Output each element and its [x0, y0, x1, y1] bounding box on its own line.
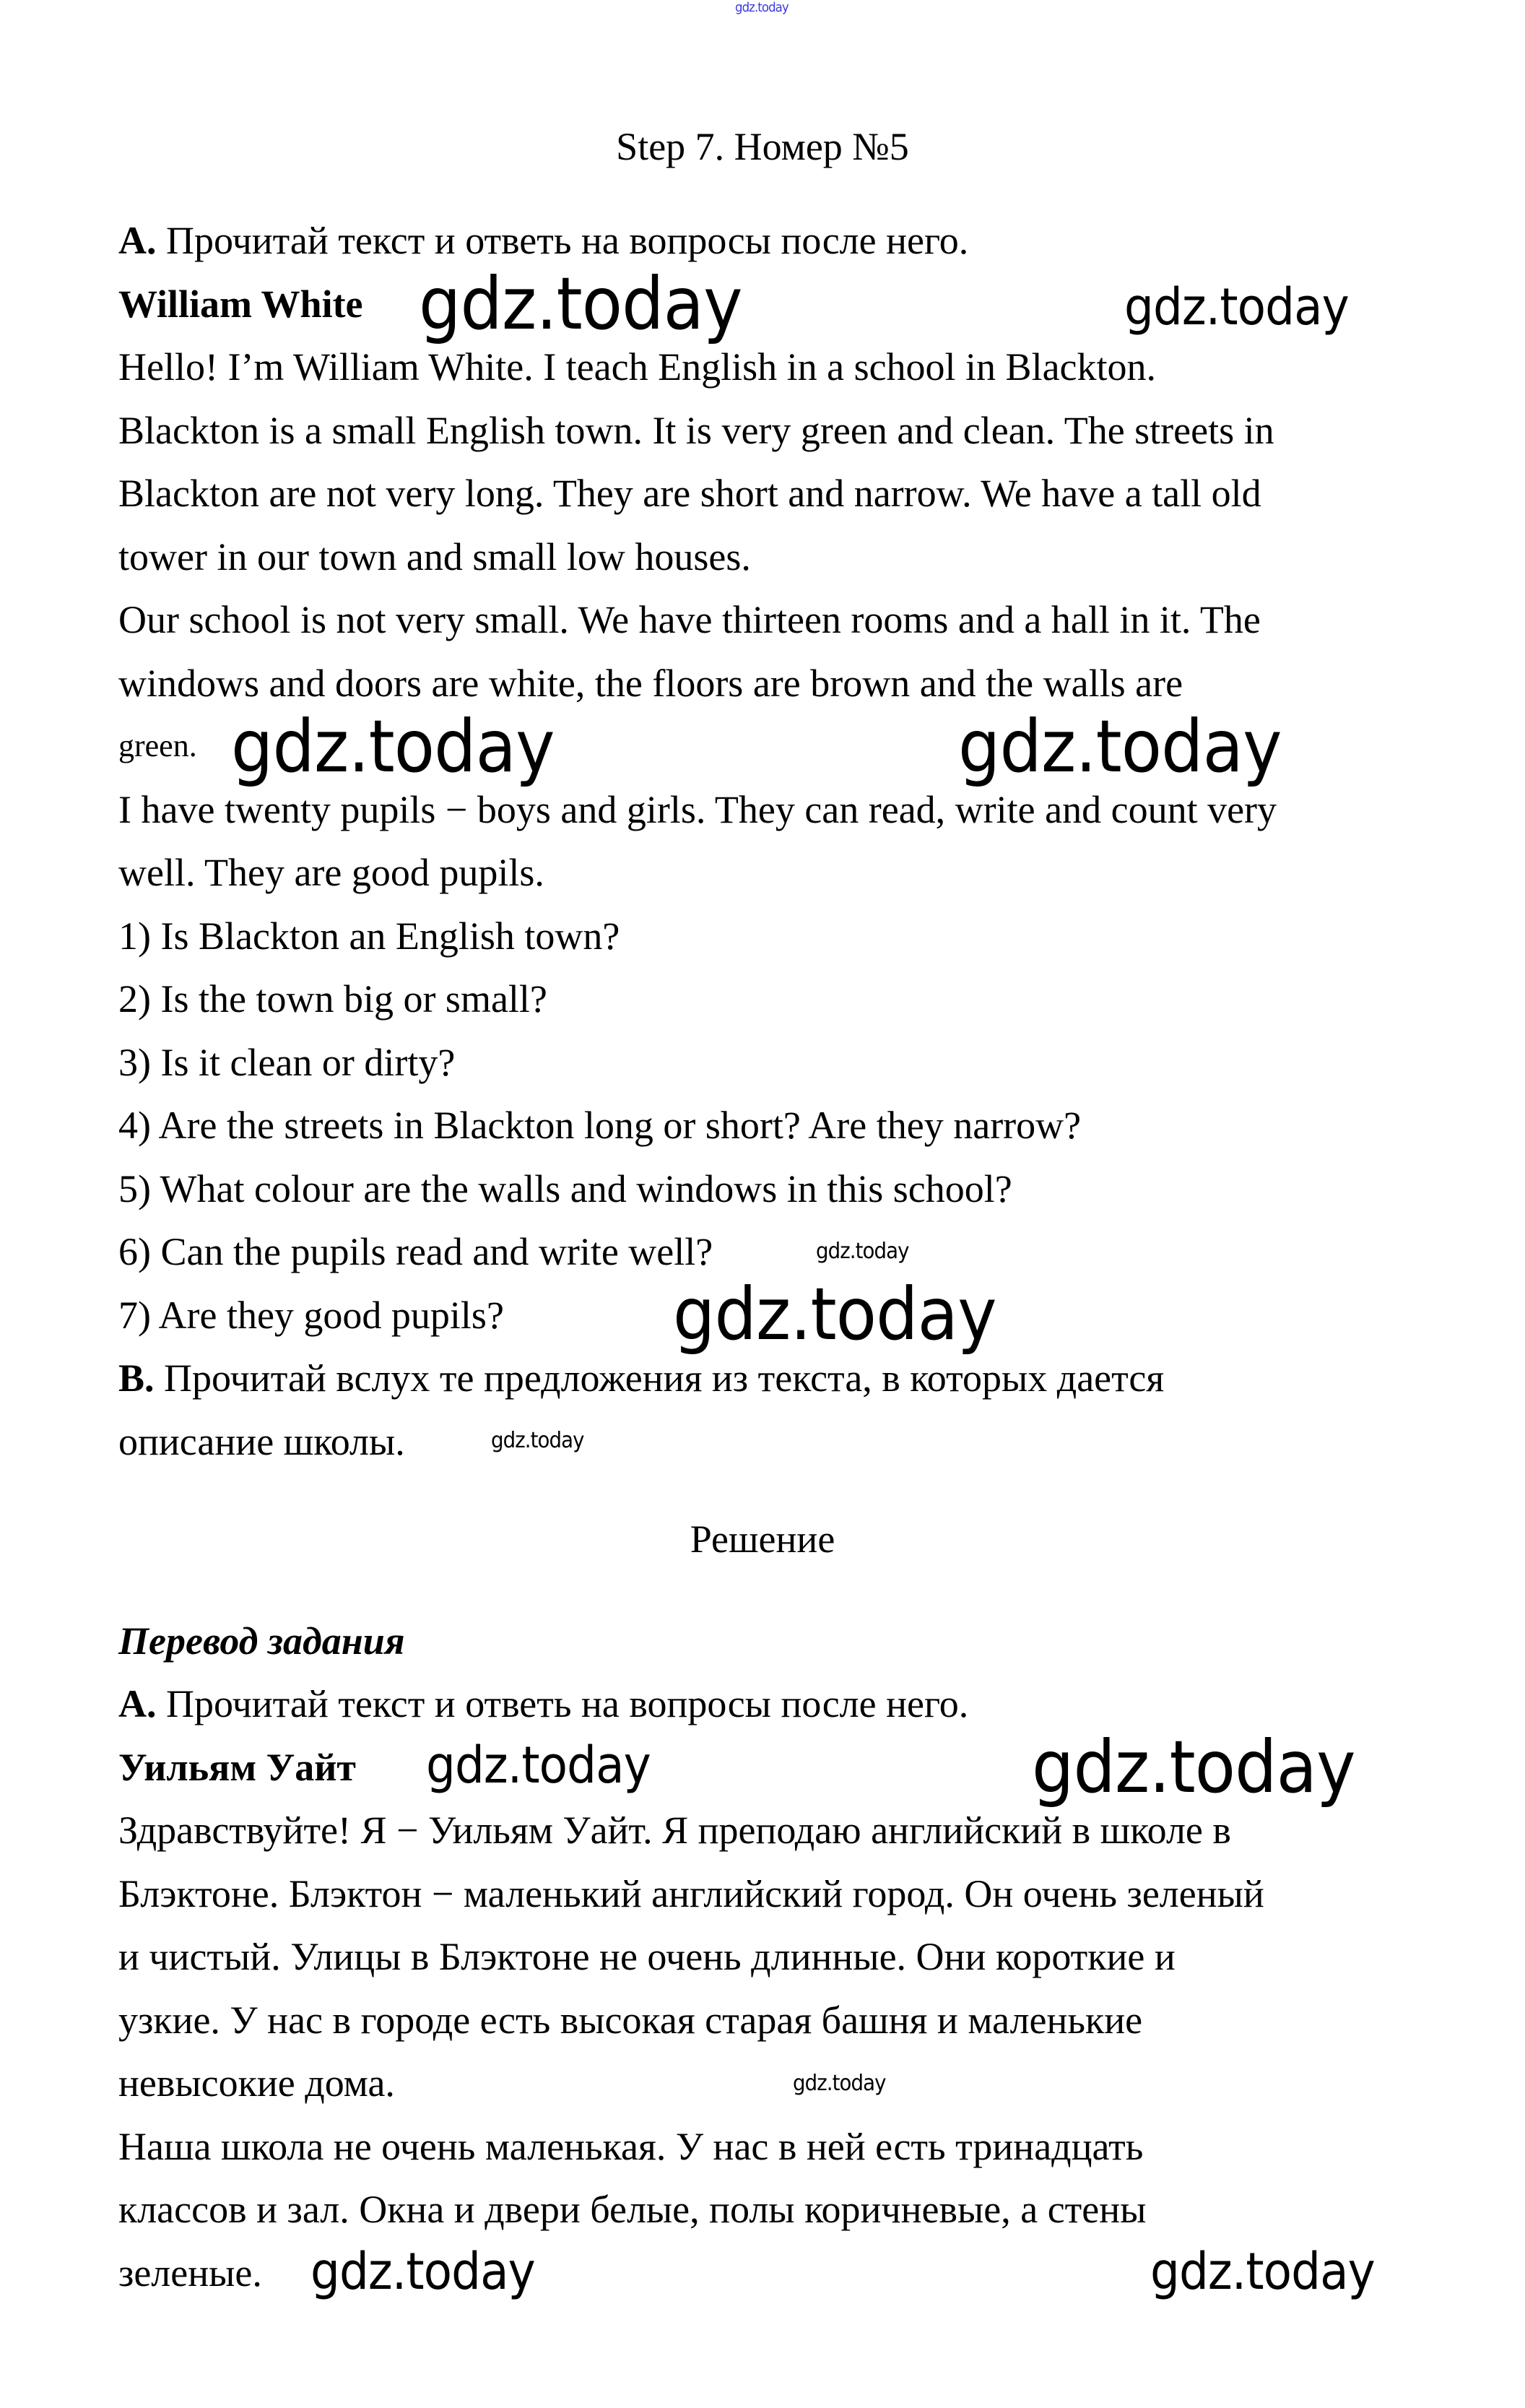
bold-label: Уильям Уайт [118, 1745, 356, 1789]
text-line [118, 468, 1261, 519]
text-line [118, 911, 620, 961]
text-line [118, 532, 751, 582]
text-line [118, 1100, 1081, 1151]
line-text: Блэктоне. Блэктон − маленький английский город. Он очень зеленый [118, 1871, 1264, 1915]
text-line [118, 1164, 1012, 1214]
line-text: windows and doors are white, the floors are brown and the walls are [118, 661, 1183, 705]
text-line [118, 1290, 504, 1341]
line-text: 4) Are the streets in Blackton long or short? Are they narrow? [118, 1104, 1082, 1147]
watermark: gdz.today [1032, 1725, 1355, 1809]
line-text: 5) What colour are the walls and windows in this school? [118, 1166, 1012, 1211]
text-line [118, 1931, 1176, 1982]
solution-heading: Решение [690, 1517, 835, 1561]
watermark: gdz.today [958, 704, 1282, 789]
text-line [118, 1416, 405, 1467]
watermark: gdz.today [673, 1272, 996, 1356]
text-line [118, 2121, 1143, 2172]
text-line [118, 2248, 262, 2298]
watermark: gdz.today [793, 2071, 886, 2096]
line-text: Прочитай текст и ответь на вопросы после него. [156, 219, 969, 262]
text-line [118, 847, 544, 898]
line-text: 1) Is Blackton an English town? [118, 914, 620, 958]
text-line [118, 2058, 395, 2108]
text-line [118, 1995, 1142, 2045]
line-text: зеленые. [118, 2251, 262, 2295]
line-text: Hello! I’m William White. I teach English in a school in Blackton. [118, 345, 1157, 389]
line-text: классов и зал. Окна и двери белые, полы коричневые, а стены [118, 2188, 1147, 2231]
line-text: невысокие дома. [118, 2061, 395, 2105]
text-line [118, 974, 547, 1024]
line-text: Прочитай текст и ответь на вопросы после него. [156, 1682, 969, 1725]
bold-label: A. [118, 1682, 157, 1725]
text-line [118, 721, 197, 771]
text-line [118, 1037, 455, 1088]
text-line [118, 658, 1183, 709]
watermark: gdz.today [816, 1239, 909, 1264]
line-text: tower in our town and small low houses. [118, 534, 751, 579]
line-text: well. They are good pupils. [118, 851, 544, 894]
line-text: 3) Is it clean or dirty? [118, 1040, 456, 1084]
line-text: I have twenty pupils − boys and girls. They can read, write and count very [118, 787, 1277, 831]
text-line [118, 1679, 968, 1729]
line-text: 2) Is the town big or small? [118, 977, 547, 1021]
watermark: gdz.today [231, 704, 555, 789]
line-text: описание школы. [118, 1419, 405, 1463]
watermark: gdz.today [426, 1736, 651, 1795]
text-line [118, 1805, 1231, 1855]
bold-label: William White [118, 282, 363, 326]
line-text: green. [118, 728, 197, 763]
watermark: gdz.today [419, 261, 742, 346]
text-line [118, 405, 1274, 456]
watermark: gdz.today [1150, 2242, 1375, 2301]
text-line [118, 1226, 713, 1277]
text-line [118, 1868, 1264, 1919]
bold-label: A. [118, 219, 157, 262]
watermark: gdz.today [491, 1428, 584, 1453]
line-text: Здравствуйте! Я − Уильям Уайт. Я преподаю английский в школе в [118, 1809, 1231, 1852]
text-line [118, 215, 968, 266]
line-text: узкие. У нас в городе есть высокая старая башня и маленькие [118, 1998, 1143, 2042]
text-line [118, 1353, 1164, 1403]
text-line [118, 784, 1277, 835]
text-line [118, 1742, 356, 1793]
text-line [118, 342, 1156, 392]
page-title: Step 7. Номер №5 [616, 125, 909, 168]
line-text: Прочитай вслух те предложения из текста, в которых дается [154, 1356, 1165, 1400]
watermark: gdz.today [1124, 277, 1349, 337]
line-text: Наша школа не очень маленькая. У нас в ней есть тринадцать [118, 2124, 1144, 2168]
translation-heading: Перевод задания [118, 1619, 405, 1663]
text-line [118, 594, 1261, 645]
top-watermark: gdz.today [735, 0, 788, 15]
line-text: Blackton are not very long. They are short and narrow. We have a tall old [118, 472, 1261, 515]
line-text: 7) Are they good pupils? [118, 1293, 504, 1337]
line-text: Our school is not very small. We have thirteen rooms and a hall in it. The [118, 598, 1261, 641]
watermark: gdz.today [310, 2242, 535, 2301]
line-text: 6) Can the pupils read and write well? [118, 1230, 713, 1273]
text-line [118, 2184, 1146, 2235]
text-line [118, 279, 363, 329]
bold-label: B. [118, 1356, 155, 1400]
line-text: и чистый. Улицы в Блэктоне не очень длинные. Они короткие и [118, 1935, 1176, 1978]
line-text: Blackton is a small English town. It is very green and clean. The streets in [118, 408, 1274, 452]
